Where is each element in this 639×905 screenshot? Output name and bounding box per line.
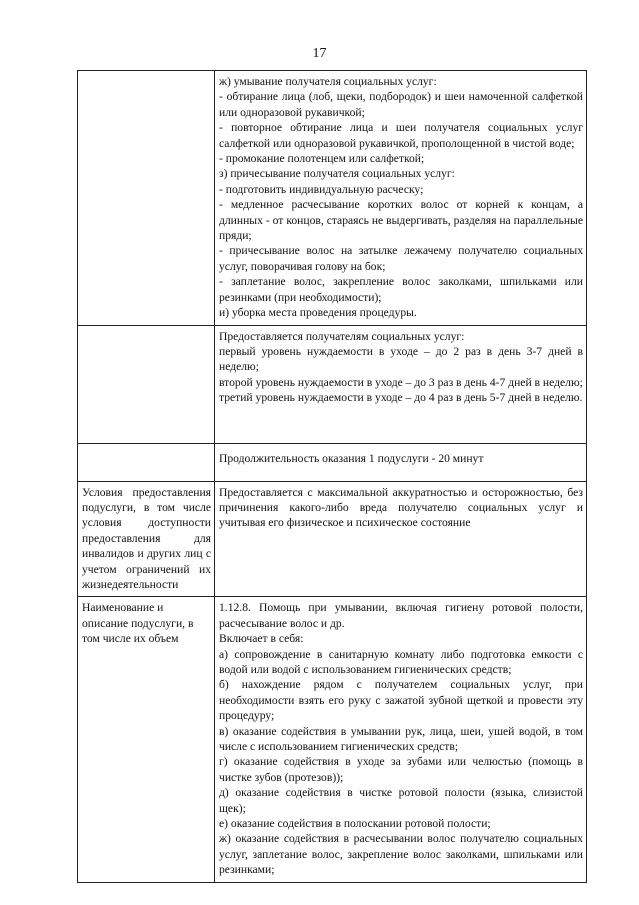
services-table bbox=[77, 70, 587, 883]
right-cell bbox=[215, 481, 587, 597]
text-line: д) оказание содействия в чистке ротовой полости (языка, слизистой щек); bbox=[219, 786, 583, 815]
left-cell bbox=[78, 597, 215, 882]
text-line: а) сопровождение в санитарную комнату либо подготовка емкости с водой или водой с использованием гигиенических средств; bbox=[219, 647, 583, 676]
right-cell bbox=[215, 325, 587, 443]
text-line: - промокание полотенцем или салфеткой; bbox=[219, 152, 425, 166]
table-row bbox=[78, 71, 587, 326]
right-cell bbox=[215, 597, 587, 882]
text-line: второй уровень нуждаемости в уходе – до 3 раз в день 4-7 дней в неделю; bbox=[219, 375, 583, 389]
table-row bbox=[78, 481, 587, 597]
text-line: Наименование и bbox=[82, 601, 164, 615]
left-cell bbox=[78, 443, 215, 481]
text-line: 1.12.8. Помощь при умывании, включая гигиену ротовой полости, расчесывание волос и др. bbox=[219, 601, 583, 630]
text-line: ж) умывание получателя социальных услуг: bbox=[219, 75, 437, 88]
text-line: Предоставляется получателям социальных услуг: bbox=[219, 329, 465, 343]
table-row bbox=[78, 443, 587, 481]
text-line: Предоставляется с максимальной аккуратностью и осторожностью, без причинения какого-либо вреда получателю социальных услуг и учитывая его физическое и психическое состояние bbox=[219, 485, 583, 530]
text-line: - обтирание лица (лоб, щеки, подбородок) и шеи намоченной салфеткой или одноразовой рукавичкой; bbox=[219, 90, 583, 119]
text-line: третий уровень нуждаемости в уходе – до 4 раз в день 5-7 дней в неделю. bbox=[219, 391, 583, 405]
text-line: первый уровень нуждаемости в уходе – до 2 раз в день 3-7 дней в неделю; bbox=[219, 344, 583, 374]
text-line: ж) оказание содействия в расчесывании волос получателю социальных услуг, заплетание волос, закрепление волос заколками, шпильками или резинками; bbox=[219, 832, 583, 877]
text-line: е) оказание содействия в полоскании ротовой полости; bbox=[219, 817, 491, 831]
page-number: 17 bbox=[312, 46, 327, 61]
text-line: - заплетание волос, закрепление волос заколками, шпильками или резинками (при необходимости); bbox=[219, 275, 583, 304]
left-cell bbox=[78, 325, 215, 443]
left-cell bbox=[78, 71, 215, 326]
text-line: Продолжительность оказания 1 подуслуги - 20 минут bbox=[219, 451, 484, 465]
text-line: Условия предоставления подуслуги, в том числе условия доступности предоставления для инвалидов и других лиц с учетом ограничений их жизнедеятельности bbox=[82, 485, 211, 591]
text-line: и) уборка места проведения процедуры. bbox=[219, 306, 417, 320]
text-line: в) оказание содействия в умывании рук, лица, шеи, ушей водой, в том числе с использованием гигиенических средств; bbox=[219, 724, 583, 753]
left-cell bbox=[78, 481, 215, 597]
text-line: г) оказание содействия в уходе за зубами или челюстью (помощь в чистке зубов (протезов)); bbox=[219, 755, 583, 784]
table-row bbox=[78, 325, 587, 443]
text-line: з) причесывание получателя социальных услуг: bbox=[219, 167, 455, 181]
text-line: - повторное обтирание лица и шеи получателя социальных услуг салфеткой или одноразовой рукавичкой, прополощенной в чистой воде; bbox=[219, 121, 583, 150]
text-line: том числе их объем bbox=[82, 632, 179, 646]
table-row bbox=[78, 597, 587, 882]
text-line: Включает в себя: bbox=[219, 632, 304, 646]
text-line: б) нахождение рядом с получателем социальных услуг, при необходимости взять его руку с зажатой зубной щеткой и провести эту процедуру; bbox=[219, 678, 583, 723]
right-cell bbox=[215, 71, 587, 326]
text-line: - причесывание волос на затылке лежачему получателю социальных услуг, поворачивая голову на бок; bbox=[219, 244, 583, 273]
text-line: - медленное расчесывание коротких волос от корней к концам, а длинных - от концов, стараясь не выдергивать, разделяя на параллельные пряди; bbox=[219, 198, 583, 243]
text-line: описание подуслуги, в bbox=[82, 616, 194, 630]
right-cell bbox=[215, 443, 587, 481]
text-line: - подготовить индивидуальную расческу; bbox=[219, 182, 424, 196]
